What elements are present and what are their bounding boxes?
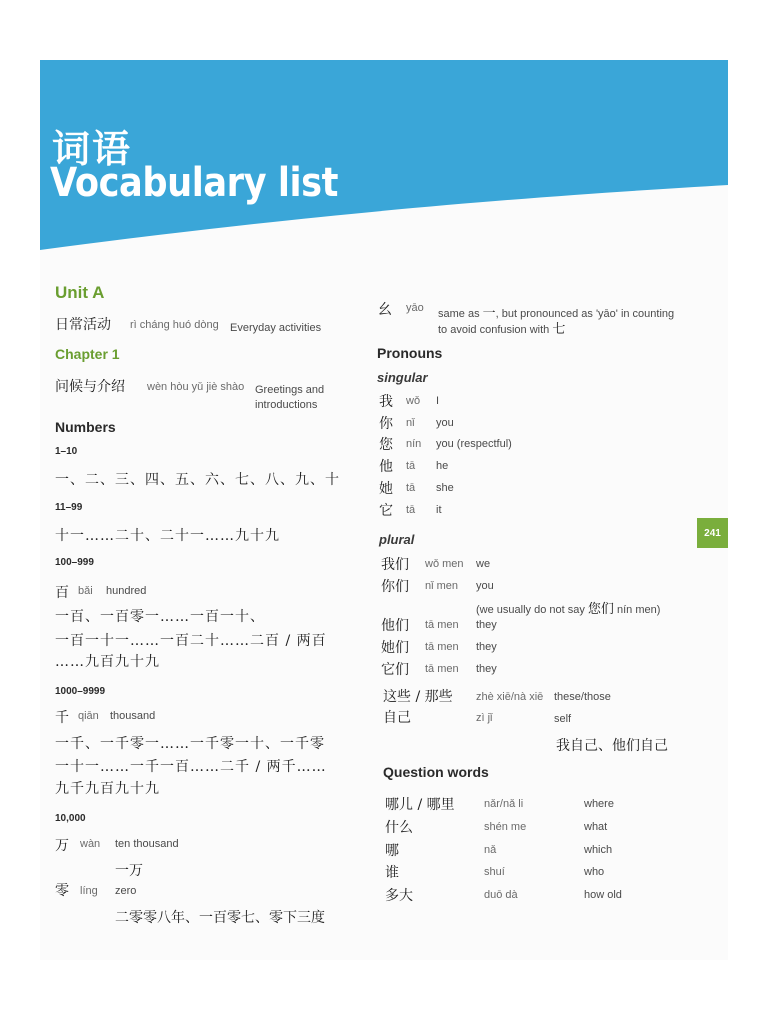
numbers-1000-line-2: 一十一……一千一百……二千 / 两千…… [55,759,327,775]
numbers-heading: Numbers [55,419,116,435]
numbers-100-line-3: ……九百九十九 [55,654,160,670]
question-word-zh: 多大 [385,888,413,904]
wan-en: ten thousand [115,838,179,850]
unit-topic-en: Everyday activities [230,322,322,334]
singular-pronoun-zh: 它 [379,503,393,519]
singular-pronoun-zh: 我 [379,394,393,410]
chapter-topic-zh: 问候与介绍 [55,379,125,395]
ling-pinyin: líng [80,885,98,897]
question-word-en: where [584,798,614,810]
singular-pronoun-en: he [436,460,449,472]
bai-zh: 百 [55,585,69,601]
ling-example: 二零零八年、一百零七、零下三度 [115,910,325,926]
plural-pronoun-pinyin: tā men [425,641,459,653]
question-words-heading: Question words [383,764,489,780]
singular-pronoun-zh: 您 [379,437,393,453]
qian-en: thousand [110,710,156,722]
zhexie-pinyin: zhè xiē/nà xiē [476,691,544,703]
singular-pronoun-pinyin: tā [406,482,416,494]
yao-pinyin: yāo [406,302,424,314]
question-word-pinyin: duō dà [484,889,518,901]
singular-pronoun-en: I [436,395,440,407]
ling-en: zero [115,885,137,897]
singular-pronoun-zh: 他 [379,459,393,475]
wan-example: 一万 [115,863,143,879]
zhexie-zh: 这些 / 那些 [383,689,453,705]
plural-label: plural [379,532,415,547]
question-word-zh: 什么 [385,820,413,836]
question-word-zh: 哪儿 / 哪里 [385,797,455,813]
plural-pronoun-zh: 你们 [381,579,409,595]
numbers-1-10: 一、二、三、四、五、六、七、八、九、十 [55,472,340,488]
yao-definition-line-1: same as 一, but pronounced as 'yāo' in counting [438,306,675,321]
range-1-10: 1–10 [55,446,78,457]
plural-pronoun-zh: 他们 [381,618,409,634]
zhexie-en: these/those [554,691,611,703]
chapter-title: Chapter 1 [55,346,120,362]
unit-topic-pinyin: rì cháng huó dòng [130,319,219,331]
singular-pronoun-en: it [436,504,442,516]
plural-pronoun-en: they [476,641,497,653]
plural-pronoun-en: we [476,558,491,570]
singular-pronoun-pinyin: tā [406,504,416,516]
ziji-zh: 自己 [383,710,411,726]
range-100-999: 100–999 [55,557,94,568]
nimen-note: (we usually do not say 您们 nín men) [476,602,661,617]
yao-zh: 幺 [378,302,392,318]
chapter-topic-pinyin: wèn hòu yǔ jiè shào [147,381,245,393]
range-10000: 10,000 [55,813,86,824]
plural-pronoun-en: you [476,580,494,592]
page-title: Vocabulary list [50,160,339,206]
page-number-tab: 241 [697,518,728,548]
singular-pronoun-en: you [436,417,454,429]
ziji-en: self [554,713,572,725]
plural-pronoun-zh: 它们 [381,662,409,678]
plural-pronoun-pinyin: wǒ men [425,558,464,570]
singular-pronoun-zh: 她 [379,481,393,497]
question-word-en: which [584,844,613,856]
page-title-chinese: 词语 [52,127,133,171]
bai-pinyin: bǎi [78,585,93,597]
plural-pronoun-pinyin: tā men [425,619,459,631]
qian-pinyin: qiān [78,710,99,722]
question-word-pinyin: shuí [484,866,505,878]
plural-pronoun-zh: 她们 [381,640,409,656]
header-banner [40,60,728,250]
pronouns-heading: Pronouns [377,345,443,361]
numbers-1000-line-1: 一千、一千零一……一千零一十、一千零 [55,736,325,752]
singular-label: singular [377,370,428,385]
yao-definition-line-2: to avoid confusion with 七 [438,322,566,337]
chapter-topic-en-1: Greetings and [255,384,325,396]
unit-title: Unit A [55,283,105,302]
question-word-en: how old [584,889,622,901]
numbers-100-line-1: 一百、一百零一……一百一十、 [55,609,265,625]
ziji-example: 我自己、他们自己 [556,738,668,754]
singular-pronoun-pinyin: nín [406,438,422,450]
qian-zh: 千 [55,710,69,726]
ling-zh: 零 [55,883,69,899]
plural-pronoun-zh: 我们 [381,557,409,573]
question-word-pinyin: nǎr/nǎ li [484,798,524,810]
plural-pronoun-pinyin: nǐ men [425,580,459,592]
range-1000-9999: 1000–9999 [55,686,106,697]
plural-pronoun-en: they [476,663,497,675]
wan-zh: 万 [55,838,69,854]
bai-en: hundred [106,585,147,597]
numbers-11-99: 十一……二十、二十一……九十九 [55,528,280,544]
wan-pinyin: wàn [80,838,101,850]
chapter-topic-en-2: introductions [255,399,318,411]
question-word-zh: 哪 [385,843,399,859]
singular-pronoun-pinyin: tā [406,460,416,472]
question-word-pinyin: shén me [484,821,527,833]
range-11-99: 11–99 [55,502,83,513]
ziji-pinyin: zì jǐ [476,712,493,724]
singular-pronoun-pinyin: nǐ [406,417,415,429]
singular-pronoun-en: you (respectful) [436,438,512,450]
question-word-pinyin: nǎ [484,844,497,856]
singular-pronoun-zh: 你 [379,416,393,432]
plural-pronoun-en: they [476,619,497,631]
numbers-100-line-2: 一百一十一……一百二十……二百 / 两百 [55,633,327,649]
question-word-en: who [584,866,605,878]
plural-pronoun-pinyin: tā men [425,663,459,675]
singular-pronoun-pinyin: wǒ [406,395,421,407]
numbers-1000-line-3: 九千九百九十九 [55,781,160,797]
unit-topic-zh: 日常活动 [55,317,111,333]
question-word-zh: 谁 [385,865,399,881]
singular-pronoun-en: she [436,482,454,494]
question-word-en: what [584,821,608,833]
